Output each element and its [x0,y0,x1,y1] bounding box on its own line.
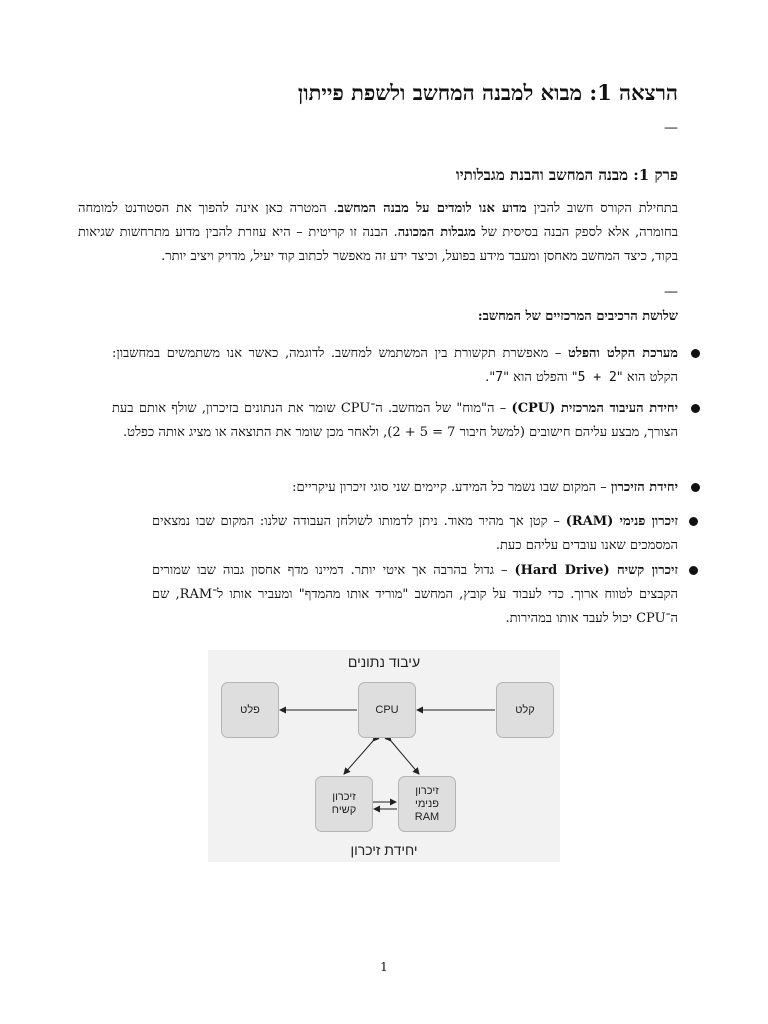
section-title: פרק 1: מבנה המחשב והבנת מגבלותיו [455,166,678,184]
input-box: קלט [496,682,554,738]
intro-text-3: . הבנה זו קריטית – היא עוזרת להבין מדוע מתרחשות שגיאות בקוד, כיצד המחשב מאחסן ומעבד מידע בפועל, וכיצד ידע זה מאפשר לכתוב קוד יעיל, מדויק ויציב יותר. [78,225,678,264]
bullet-dot-icon [691,349,700,358]
bullet-dot-icon [691,404,700,413]
bullet-ram-text: – קטן אך מהיר מאוד. ניתן לדמותו לשולחן העבודה שלנו: המקום שבו נמצאים המסמכים שאנו עובדים עליהם כעת. [152,514,678,553]
bullet-cpu-term: יחידת העיבוד המרכזית (CPU) [511,401,678,416]
bullet-memory-term: יחידת הזיכרון [610,480,678,495]
output-box: פלט [221,682,279,738]
computer-structure-diagram [208,650,560,862]
diagram-bottom-label: יחידת זיכרון [350,842,418,858]
bullet-ram-term: זיכרון פנימי (RAM) [565,514,678,529]
intro-text-2: . המטרה כאן אינה להפוך את הסטודנט למומחה בחומרה, אלא לספק הבנה בסיסית של [78,201,678,240]
separator-mark: — [664,120,678,136]
intro-bold-why: מדוע אנו לומדים על מבנה המחשב [337,201,527,216]
bullet-cpu-text-a: – ה"מוח" של המחשב. ה־CPU שומר את הנתונים בזיכרון, שולף אותם בעת הצורך, מבצע עליהם חישובים (למשל חיבור [112,401,678,440]
disk-box: זיכרון קשיח [315,776,373,832]
bullet-disk-text: – גדול בהרבה אך איטי יותר. דמיינו מדף אחסון גבוה שבו שמורים הקבצים לטווח ארוך. כדי לעבוד על קובץ, המחשב "מוריד אותו מהמדף" ומעביר אותו ל־RAM, שם ה־CPU יכול לעבד אותו במהירות. [152,563,678,626]
bullet-cpu [112,397,678,445]
bullet-disk-term: זיכרון קשיח (Hard Drive) [514,563,679,578]
formula: 2 + 5 = 7 [392,425,456,440]
output-example-code: 7 [495,370,504,385]
bullet-io-term: מערכת הקלט והפלט [568,346,678,361]
bullet-ram [152,510,678,558]
input-example-code: 2 + 5 [577,370,617,385]
bullet-io-text-b: " והפלט הוא " [503,370,578,385]
intro-paragraph [78,197,678,269]
bullet-dot-icon [691,483,700,492]
ram-box: זיכרון פנימי RAM [398,776,456,832]
bullet-dot-icon [689,566,698,575]
bullet-disk [152,559,678,631]
bullet-io [112,342,678,390]
bullet-dot-icon [689,517,698,526]
page-number: 1 [380,960,388,974]
intro-text-1: בתחילת הקורס חשוב להבין [526,201,678,216]
bullet-io-text-a: – מאפשרת תקשורת בין המשתמש למחשב. לדוגמה, כאשר אנו משתמשים במחשבון: הקלט הוא " [112,346,678,385]
lecture-title: הרצאה 1: מבוא למבנה המחשב ולשפת פייתון [297,80,678,105]
diagram-top-label: עיבוד נתונים [347,654,421,670]
intro-bold-limits: מגבלות המכונה [397,225,476,240]
separator-mark-2: — [664,284,678,300]
bullet-cpu-text-b: ), ולאחר מכן שומר את התוצאה או מציג אותה כפלט. [122,425,393,440]
cpu-box: CPU [358,682,416,738]
bullet-memory-text: – המקום שבו נשמר כל המידע. קיימים שני סוגי זיכרון עיקריים: [292,480,611,495]
components-heading: שלושת הרכיבים המרכזיים של המחשב: [477,309,678,324]
arrow-cpu-ram [391,741,419,774]
bullet-memory [112,476,678,500]
bullet-io-text-c: ". [485,370,496,385]
arrow-cpu-disk [344,741,373,774]
